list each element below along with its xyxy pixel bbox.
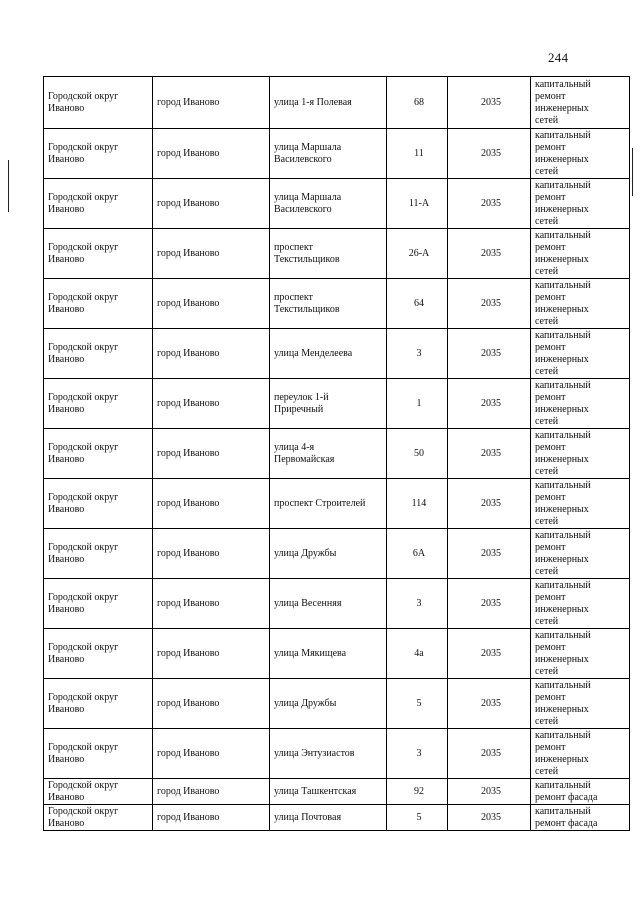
cell-street-line: улица Менделеева xyxy=(274,347,353,359)
cell-year: 2035 xyxy=(448,779,531,805)
cell-house-number: 92 xyxy=(387,779,448,805)
cell-work-type-line: капитальный xyxy=(535,429,591,441)
cell-street-line: проспект xyxy=(274,241,313,253)
cell-municipal-district-line: Иваново xyxy=(48,792,85,803)
page-number: 244 xyxy=(548,50,569,65)
cell-municipal-district-line: Иваново xyxy=(48,603,85,615)
cell-street-line: улица Дружбы xyxy=(274,547,337,559)
cell-street xyxy=(270,679,387,729)
cell-work-type-line: капитальный xyxy=(535,279,591,291)
cell-municipal-district xyxy=(44,579,153,629)
cell-work-type xyxy=(531,279,630,329)
table-body xyxy=(44,77,630,831)
cell-city: город Иваново xyxy=(153,429,270,479)
cell-year: 2035 xyxy=(448,229,531,279)
table-row xyxy=(44,679,630,729)
cell-work-type-line: ремонт xyxy=(535,90,566,102)
cell-municipal-district-line: Иваново xyxy=(48,102,85,114)
table-row xyxy=(44,479,630,529)
cell-work-type-line: сетей xyxy=(535,515,559,527)
cell-street xyxy=(270,429,387,479)
cell-work-type-line: инженерных xyxy=(535,603,589,615)
cell-street xyxy=(270,479,387,529)
cell-work-type xyxy=(531,805,630,831)
repair-schedule-table xyxy=(43,76,630,831)
cell-year: 2035 xyxy=(448,429,531,479)
cell-work-type-line: сетей xyxy=(535,615,559,627)
cell-street xyxy=(270,629,387,679)
cell-work-type-line: капитальный xyxy=(535,179,591,191)
cell-year: 2035 xyxy=(448,479,531,529)
cell-street xyxy=(270,579,387,629)
cell-street xyxy=(270,379,387,429)
cell-municipal-district xyxy=(44,779,153,805)
table-row xyxy=(44,229,630,279)
cell-municipal-district xyxy=(44,379,153,429)
cell-work-type xyxy=(531,129,630,179)
cell-municipal-district-line: Иваново xyxy=(48,203,85,215)
cell-year: 2035 xyxy=(448,379,531,429)
cell-municipal-district xyxy=(44,429,153,479)
cell-municipal-district-line: Городской округ xyxy=(48,241,119,253)
cell-house-number: 3 xyxy=(387,729,448,779)
cell-house-number: 50 xyxy=(387,429,448,479)
cell-work-type xyxy=(531,629,630,679)
cell-work-type xyxy=(531,529,630,579)
cell-year: 2035 xyxy=(448,805,531,831)
cell-year: 2035 xyxy=(448,129,531,179)
cell-municipal-district xyxy=(44,77,153,129)
cell-house-number: 11 xyxy=(387,129,448,179)
cell-municipal-district xyxy=(44,329,153,379)
table-row xyxy=(44,629,630,679)
cell-work-type-line: инженерных xyxy=(535,753,589,765)
cell-work-type xyxy=(531,229,630,279)
cell-work-type-line: ремонт xyxy=(535,641,566,653)
cell-year: 2035 xyxy=(448,729,531,779)
cell-street-line: улица Дружбы xyxy=(274,697,337,709)
cell-work-type-line: сетей xyxy=(535,715,559,727)
cell-municipal-district xyxy=(44,629,153,679)
cell-city: город Иваново xyxy=(153,579,270,629)
cell-work-type-line: инженерных xyxy=(535,253,589,265)
cell-work-type-line: инженерных xyxy=(535,353,589,365)
cell-municipal-district xyxy=(44,479,153,529)
cell-work-type-line: инженерных xyxy=(535,653,589,665)
cell-municipal-district-line: Иваново xyxy=(48,253,85,265)
cell-work-type-line: ремонт xyxy=(535,491,566,503)
cell-work-type-line: инженерных xyxy=(535,153,589,165)
cell-city: город Иваново xyxy=(153,805,270,831)
cell-work-type-line: ремонт xyxy=(535,291,566,303)
cell-work-type xyxy=(531,429,630,479)
cell-street-line: переулок 1-й xyxy=(274,391,329,403)
cell-municipal-district-line: Городской округ xyxy=(48,491,119,503)
table-row xyxy=(44,805,630,831)
cell-street-line: улица 4-я xyxy=(274,441,315,453)
cell-work-type-line: ремонт xyxy=(535,391,566,403)
table-row xyxy=(44,129,630,179)
cell-street-line: улица Ташкентская xyxy=(274,785,357,797)
table-row xyxy=(44,379,630,429)
table-row xyxy=(44,179,630,229)
scan-edge-mark-left xyxy=(8,160,9,212)
cell-street-line: Василевского xyxy=(274,153,332,165)
cell-work-type-line: ремонт xyxy=(535,541,566,553)
cell-work-type-line: сетей xyxy=(535,365,559,377)
cell-street-line: Приречный xyxy=(274,403,324,415)
cell-street xyxy=(270,779,387,805)
cell-municipal-district-line: Городской округ xyxy=(48,191,119,203)
cell-municipal-district xyxy=(44,179,153,229)
cell-municipal-district-line: Городской округ xyxy=(48,141,119,153)
cell-work-type xyxy=(531,179,630,229)
table-row xyxy=(44,729,630,779)
cell-city: город Иваново xyxy=(153,779,270,805)
cell-work-type-line: сетей xyxy=(535,315,559,327)
table-row xyxy=(44,579,630,629)
cell-street xyxy=(270,329,387,379)
cell-street-line: проспект Строителей xyxy=(274,497,366,509)
cell-street xyxy=(270,529,387,579)
cell-work-type xyxy=(531,579,630,629)
cell-work-type-line: ремонт xyxy=(535,191,566,203)
cell-work-type-line: инженерных xyxy=(535,703,589,715)
cell-work-type-line: капитальный xyxy=(535,479,591,491)
cell-house-number: 11-А xyxy=(387,179,448,229)
cell-municipal-district xyxy=(44,279,153,329)
cell-municipal-district-line: Иваново xyxy=(48,453,85,465)
cell-municipal-district xyxy=(44,729,153,779)
cell-street-line: Василевского xyxy=(274,203,332,215)
cell-house-number: 68 xyxy=(387,77,448,129)
cell-work-type xyxy=(531,679,630,729)
cell-work-type-line: ремонт xyxy=(535,741,566,753)
cell-municipal-district xyxy=(44,529,153,579)
cell-street-line: улица Энтузиастов xyxy=(274,747,355,759)
cell-municipal-district-line: Иваново xyxy=(48,153,85,165)
cell-municipal-district-line: Городской округ xyxy=(48,90,119,102)
cell-work-type-line: сетей xyxy=(535,415,559,427)
cell-work-type-line: сетей xyxy=(535,215,559,227)
cell-city: город Иваново xyxy=(153,179,270,229)
cell-municipal-district xyxy=(44,129,153,179)
cell-work-type-line: капитальный xyxy=(535,729,591,741)
cell-work-type xyxy=(531,479,630,529)
cell-work-type-line: сетей xyxy=(535,765,559,777)
table-row xyxy=(44,779,630,805)
cell-work-type-line: капитальный xyxy=(535,529,591,541)
cell-year: 2035 xyxy=(448,629,531,679)
cell-street xyxy=(270,805,387,831)
cell-work-type-line: капитальный xyxy=(535,379,591,391)
cell-work-type-line: ремонт xyxy=(535,591,566,603)
cell-municipal-district-line: Городской округ xyxy=(48,741,119,753)
cell-city: город Иваново xyxy=(153,629,270,679)
table-row xyxy=(44,529,630,579)
cell-work-type-line: инженерных xyxy=(535,303,589,315)
cell-street-line: улица 1-я Полевая xyxy=(274,96,352,108)
cell-municipal-district-line: Городской округ xyxy=(48,541,119,553)
cell-work-type xyxy=(531,77,630,129)
cell-street xyxy=(270,179,387,229)
cell-municipal-district-line: Иваново xyxy=(48,753,85,765)
cell-work-type-line: ремонт xyxy=(535,441,566,453)
table-row xyxy=(44,279,630,329)
cell-house-number: 3 xyxy=(387,579,448,629)
cell-work-type-line: ремонт xyxy=(535,241,566,253)
cell-municipal-district-line: Иваново xyxy=(48,653,85,665)
cell-year: 2035 xyxy=(448,179,531,229)
cell-city: город Иваново xyxy=(153,229,270,279)
cell-work-type-line: капитальный xyxy=(535,805,591,817)
table-row xyxy=(44,429,630,479)
cell-year: 2035 xyxy=(448,329,531,379)
cell-work-type-line: капитальный xyxy=(535,229,591,241)
cell-work-type-line: капитальный xyxy=(535,129,591,141)
cell-city: город Иваново xyxy=(153,77,270,129)
cell-work-type-line: инженерных xyxy=(535,203,589,215)
cell-municipal-district-line: Городской округ xyxy=(48,391,119,403)
cell-city: город Иваново xyxy=(153,329,270,379)
cell-street xyxy=(270,129,387,179)
cell-street-line: улица Почтовая xyxy=(274,811,342,823)
cell-street-line: Первомайская xyxy=(274,453,335,465)
cell-municipal-district-line: Городской округ xyxy=(48,641,119,653)
cell-municipal-district-line: Городской округ xyxy=(48,341,119,353)
cell-house-number: 1 xyxy=(387,379,448,429)
cell-street-line: улица Мякищева xyxy=(274,647,347,659)
cell-work-type-line: сетей xyxy=(535,165,559,177)
cell-city: город Иваново xyxy=(153,479,270,529)
cell-street xyxy=(270,279,387,329)
cell-work-type-line: инженерных xyxy=(535,553,589,565)
cell-street-line: улица Маршала xyxy=(274,191,342,203)
cell-municipal-district-line: Иваново xyxy=(48,818,85,829)
cell-street xyxy=(270,77,387,129)
cell-work-type-line: инженерных xyxy=(535,503,589,515)
cell-municipal-district-line: Городской округ xyxy=(48,691,119,703)
cell-street-line: улица Весенняя xyxy=(274,597,342,609)
cell-work-type-line: инженерных xyxy=(535,102,589,114)
cell-year: 2035 xyxy=(448,279,531,329)
cell-house-number: 26-А xyxy=(387,229,448,279)
cell-house-number: 114 xyxy=(387,479,448,529)
cell-work-type-line: сетей xyxy=(535,114,559,126)
cell-municipal-district-line: Иваново xyxy=(48,503,85,515)
cell-street xyxy=(270,229,387,279)
cell-house-number: 64 xyxy=(387,279,448,329)
cell-work-type-line: инженерных xyxy=(535,403,589,415)
cell-municipal-district-line: Городской округ xyxy=(48,780,119,791)
cell-work-type-line: ремонт фасада xyxy=(535,817,598,829)
cell-city: город Иваново xyxy=(153,129,270,179)
cell-house-number: 3 xyxy=(387,329,448,379)
cell-work-type xyxy=(531,729,630,779)
cell-municipal-district xyxy=(44,805,153,831)
cell-work-type-line: сетей xyxy=(535,465,559,477)
cell-work-type-line: ремонт xyxy=(535,341,566,353)
cell-work-type-line: капитальный xyxy=(535,579,591,591)
cell-street-line: Текстильщиков xyxy=(274,303,340,315)
cell-work-type-line: капитальный xyxy=(535,329,591,341)
cell-work-type-line: капитальный xyxy=(535,779,591,791)
cell-house-number: 4а xyxy=(387,629,448,679)
cell-street-line: улица Маршала xyxy=(274,141,342,153)
cell-work-type-line: сетей xyxy=(535,565,559,577)
cell-work-type-line: ремонт фасада xyxy=(535,791,598,803)
cell-work-type-line: капитальный xyxy=(535,679,591,691)
scan-edge-mark-right xyxy=(632,148,633,196)
cell-city: город Иваново xyxy=(153,729,270,779)
cell-municipal-district-line: Иваново xyxy=(48,353,85,365)
cell-municipal-district-line: Иваново xyxy=(48,303,85,315)
cell-work-type-line: капитальный xyxy=(535,78,591,90)
cell-city: город Иваново xyxy=(153,679,270,729)
cell-work-type xyxy=(531,379,630,429)
cell-year: 2035 xyxy=(448,679,531,729)
cell-municipal-district-line: Городской округ xyxy=(48,441,119,453)
cell-house-number: 5 xyxy=(387,679,448,729)
cell-municipal-district-line: Иваново xyxy=(48,403,85,415)
cell-municipal-district xyxy=(44,679,153,729)
cell-city: город Иваново xyxy=(153,379,270,429)
cell-city: город Иваново xyxy=(153,279,270,329)
cell-year: 2035 xyxy=(448,77,531,129)
cell-work-type xyxy=(531,329,630,379)
cell-municipal-district xyxy=(44,229,153,279)
cell-house-number: 5 xyxy=(387,805,448,831)
cell-work-type-line: сетей xyxy=(535,265,559,277)
cell-municipal-district-line: Городской округ xyxy=(48,806,119,817)
cell-work-type-line: капитальный xyxy=(535,629,591,641)
cell-work-type-line: ремонт xyxy=(535,691,566,703)
cell-city: город Иваново xyxy=(153,529,270,579)
cell-municipal-district-line: Городской округ xyxy=(48,591,119,603)
cell-municipal-district-line: Иваново xyxy=(48,553,85,565)
cell-year: 2035 xyxy=(448,579,531,629)
cell-street xyxy=(270,729,387,779)
table-row xyxy=(44,329,630,379)
table-row xyxy=(44,77,630,129)
cell-street-line: Текстильщиков xyxy=(274,253,340,265)
cell-work-type xyxy=(531,779,630,805)
cell-work-type-line: ремонт xyxy=(535,141,566,153)
cell-year: 2035 xyxy=(448,529,531,579)
cell-house-number: 6А xyxy=(387,529,448,579)
cell-municipal-district-line: Городской округ xyxy=(48,291,119,303)
cell-work-type-line: сетей xyxy=(535,665,559,677)
cell-street-line: проспект xyxy=(274,291,313,303)
cell-municipal-district-line: Иваново xyxy=(48,703,85,715)
cell-work-type-line: инженерных xyxy=(535,453,589,465)
